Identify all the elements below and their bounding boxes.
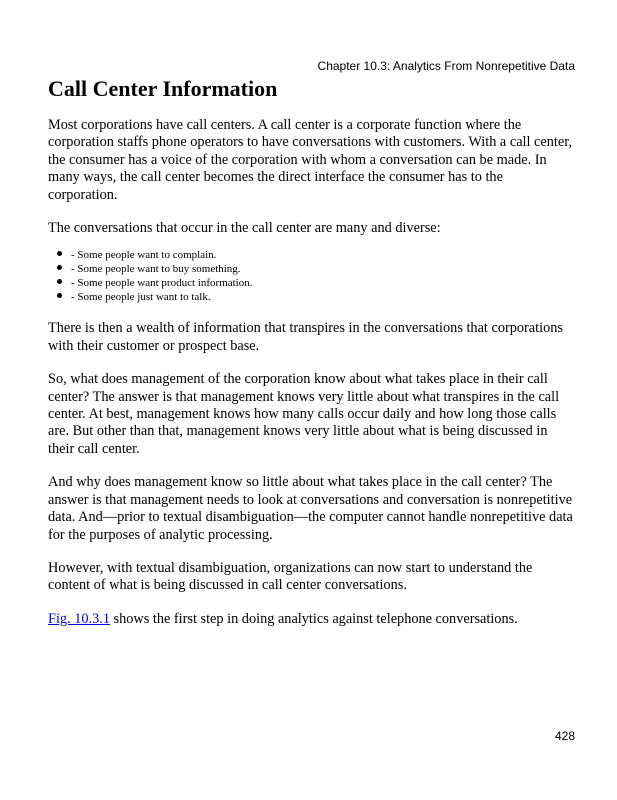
list-item-text: - Some people want to complain.	[71, 249, 217, 262]
conversation-types-list	[48, 248, 574, 304]
bullet-dot-icon	[57, 293, 62, 298]
body-text	[48, 117, 574, 644]
bullet-dot-icon	[57, 265, 62, 270]
paragraph-wealth: There is then a wealth of information that transpires in the conversations that corporations with their customer or prospect base.	[48, 320, 563, 354]
paragraph-management-knowledge: So, what does management of the corporation know about what takes place in their call center? The answer is that management knows very little about what transpires in the call center. At best, management knows how many calls occur daily and how long those calls are. But other than that, management knows very little about what is being discussed in their call center.	[48, 371, 560, 457]
list-item-text: - Some people want to buy something.	[71, 263, 241, 276]
page-number: 428	[554, 729, 575, 743]
list-item	[57, 262, 574, 276]
section-title: Call Center Information	[48, 76, 278, 101]
list-item	[57, 276, 574, 290]
paragraph-figure-reference	[48, 611, 574, 628]
paragraph-textual-disambiguation: However, with textual disambiguation, organizations can now start to understand the content of what is being discussed in call center conversations.	[48, 559, 533, 594]
list-item	[57, 290, 574, 304]
bullet-dot-icon	[57, 251, 62, 256]
paragraph-intro: Most corporations have call centers. A call center is a corporate function where the corporation staffs phone operators to have conversations with customers. With a call center, the consumer has a voice of the corporation with whom a conversation can be made. In many ways, the call center becomes the direct interface the consumer has to the corporation.	[48, 117, 572, 203]
figure-reference-text: shows the first step in doing analytics against telephone conversations.	[109, 610, 518, 627]
running-header: Chapter 10.3: Analytics From Nonrepetitive Data	[317, 59, 575, 73]
list-item-text: - Some people just want to talk.	[71, 291, 211, 304]
bullet-dot-icon	[57, 279, 62, 284]
list-item-text: - Some people want product information.	[71, 277, 253, 290]
list-item	[57, 248, 574, 262]
figure-link[interactable]: Fig. 10.3.1	[48, 610, 110, 627]
paragraph-conversations-lead: The conversations that occur in the call center are many and diverse:	[48, 220, 441, 237]
paragraph-why-management: And why does management know so little about what takes place in the call center? The answer is that management needs to look at conversations and conversation is nonrepetitive data. And—prior to textual disambiguation—the computer cannot handle nonrepetitive data for the purposes of analytic processing.	[48, 474, 573, 543]
